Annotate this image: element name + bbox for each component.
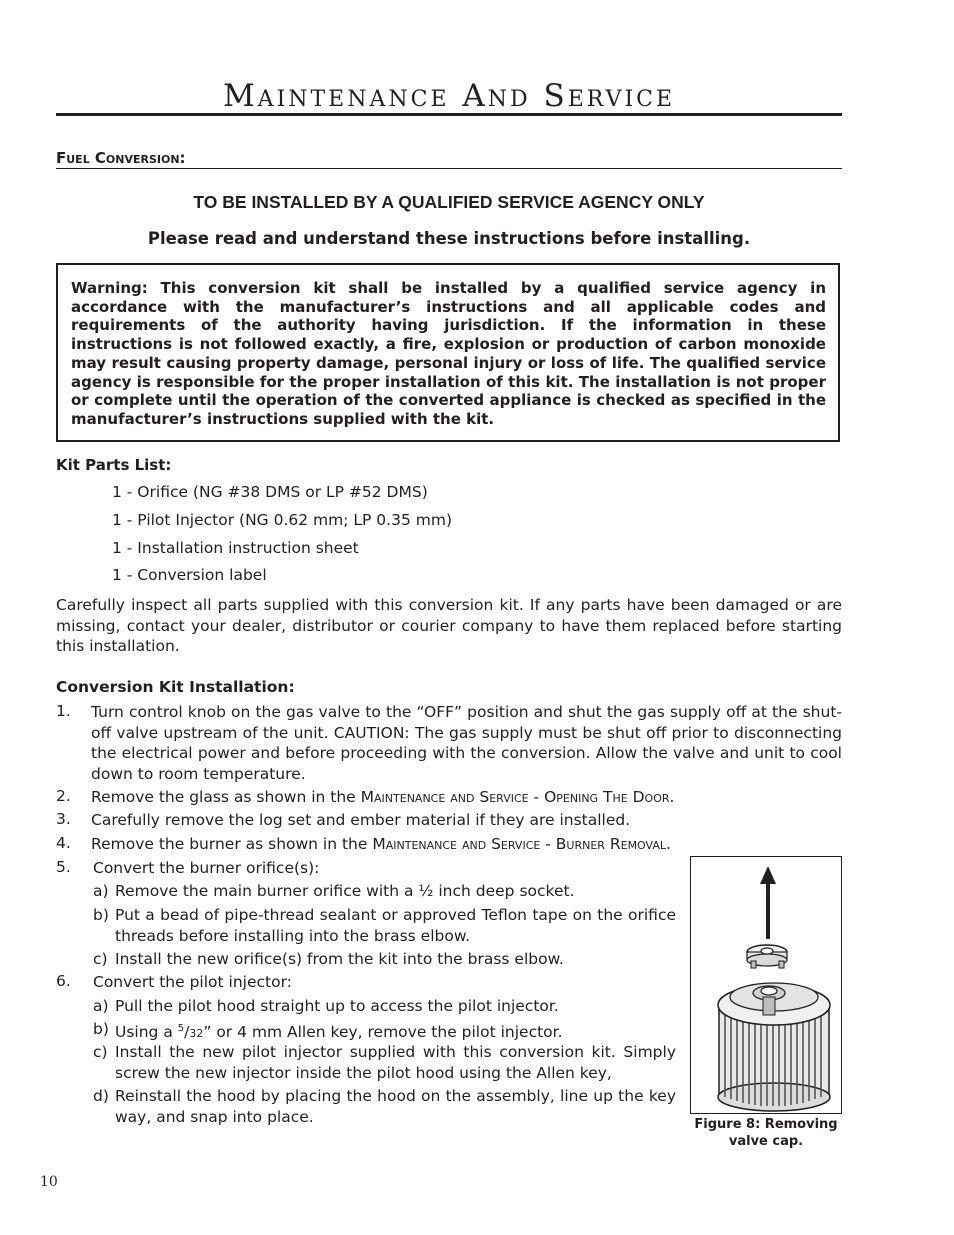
step-text-part: . — [666, 835, 671, 853]
step-text-part: Remove the glass as shown in the — [91, 788, 361, 806]
read-instructions-notice: Please read and understand these instructions before installing. — [147, 229, 751, 248]
substep-text: Put a bead of pipe-thread sealant or approved Teflon tape on the orifice threads before installing into the brass elbow. — [115, 906, 676, 945]
step-text: Turn control knob on the gas valve to the “OFF” position and shut the gas supply off at the shut-off valve upstream of the unit. CAUTION: The gas supply must be shut off prior to disconnecting the electrical power and before proceeding with the conversion. Allow the valve and unit to cool down to room temperature. — [91, 703, 842, 783]
substep-text: Remove the main burner orifice with a ½ inch deep socket. — [115, 882, 575, 900]
step-text-part: Remove the burner as shown in the — [91, 835, 373, 853]
page-number: 10 — [40, 1174, 58, 1190]
kit-parts-heading: Kit Parts List: — [56, 456, 172, 474]
step-number: 6. — [56, 972, 71, 990]
installation-heading: Conversion Kit Installation: — [56, 678, 295, 696]
figure-box — [690, 856, 842, 1114]
kit-item: 1 - Conversion label — [112, 566, 267, 584]
substep-letter: c) — [93, 950, 108, 968]
step-text: Convert the burner orifice(s): — [93, 859, 320, 877]
section-title: Fuel Conversion: — [56, 149, 186, 167]
title-rule — [56, 113, 842, 116]
substep-letter: b) — [93, 906, 109, 924]
substep-text: Install the new pilot injector supplied with this conversion kit. Simply screw the new injector inside the pilot hood using the Allen key, — [115, 1043, 676, 1082]
substep-letter: b) — [93, 1020, 109, 1038]
substep-text-part: ” or 4 mm Allen key, remove the pilot injector. — [203, 1023, 563, 1042]
arrow-head-icon — [760, 866, 776, 884]
step-text: Carefully remove the log set and ember material if they are installed. — [91, 811, 631, 829]
step-number: 1. — [56, 702, 71, 720]
kit-item: 1 - Installation instruction sheet — [112, 539, 359, 557]
step-number: 2. — [56, 787, 71, 805]
warning-text: Warning: This conversion kit shall be installed by a qualified service agency in accordance with the manufacturer’s instructions and all applicable codes and requirements of the authority having jurisdiction. If the information in these instructions is not followed exactly, a fire, explosion or production of carbon monoxide may result causing property damage, personal injury or loss of life. The qualified service agency is responsible for the proper installation of this kit. The installation is not proper or complete until the operation of the converted appliance is checked as specified in the manufacturer’s instructions supplied with the kit. — [71, 279, 826, 428]
substep-letter: d) — [93, 1087, 109, 1105]
step-text: Convert the pilot injector: — [93, 973, 292, 991]
qualified-agency-banner: TO BE INSTALLED BY A QUALIFIED SERVICE AGENCY ONLY — [193, 192, 705, 212]
valve-cap-illustration — [691, 857, 841, 1113]
substep-text: Install the new orifice(s) from the kit into the brass elbow. — [115, 950, 564, 968]
kit-item: 1 - Pilot Injector (NG 0.62 mm; LP 0.35 mm) — [112, 511, 452, 529]
step-number: 3. — [56, 810, 71, 828]
substep-letter: c) — [93, 1043, 108, 1061]
substep-text-part: Using a — [115, 1023, 178, 1042]
section-rule — [56, 168, 842, 169]
step-text — [91, 787, 842, 808]
inspect-paragraph: Carefully inspect all parts supplied with this conversion kit. If any parts have been damaged or are missing, contact your dealer, distributor or courier company to have them replaced before starting this installation. — [56, 596, 842, 655]
cross-reference: Maintenance and Service - Burner Removal — [372, 835, 666, 853]
page-title: Maintenance And Service — [222, 78, 676, 114]
step-text — [91, 834, 842, 855]
fraction-denominator: 32 — [189, 1027, 204, 1041]
figure-caption-line: valve cap. — [728, 1134, 804, 1149]
substep-text: Reinstall the hood by placing the hood on the assembly, line up the key way, and snap into place. — [115, 1087, 676, 1126]
step-number: 4. — [56, 834, 71, 852]
substep-text: Pull the pilot hood straight up to access the pilot injector. — [115, 997, 559, 1015]
pilot-hood-cap — [747, 945, 787, 968]
substep-letter: a) — [93, 997, 109, 1015]
figure-caption-line: Figure 8: Removing — [694, 1117, 838, 1132]
cross-reference: Maintenance and Service - Opening The Door — [360, 788, 670, 806]
step-text-part: . — [669, 788, 675, 806]
step-number: 5. — [56, 858, 71, 876]
substep-text: Using a $^5$/32” or 4 mm Allen key, remove the pilot injector. — [115, 1023, 563, 1042]
valve-body — [718, 983, 830, 1111]
kit-item: 1 - Orifice (NG #38 DMS or LP #52 DMS) — [112, 483, 428, 501]
figure-caption — [690, 1116, 842, 1150]
fraction-numerator: 5 — [177, 1023, 185, 1034]
substep-letter: a) — [93, 882, 109, 900]
